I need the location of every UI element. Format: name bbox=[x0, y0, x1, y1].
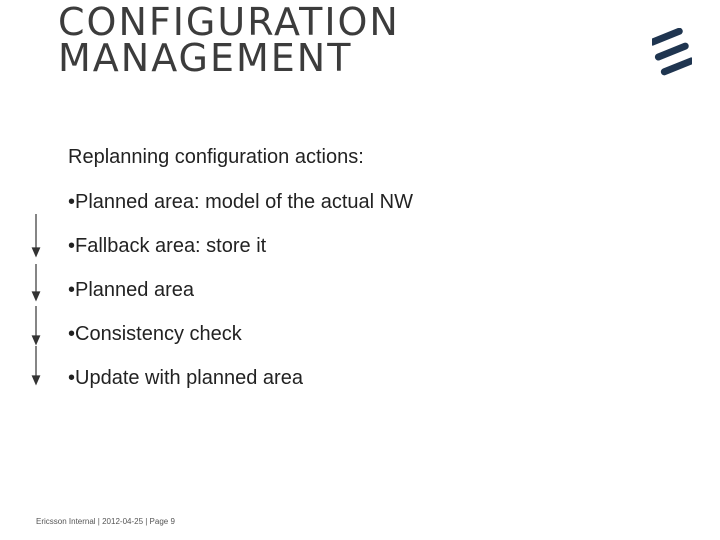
process-flow-arrows bbox=[26, 210, 46, 388]
slide-title-line-2: MANAGEMENT bbox=[58, 36, 353, 80]
down-arrow-icon bbox=[33, 264, 40, 300]
ericsson-logo-icon bbox=[652, 28, 692, 76]
slide-title-line-1: CONFIGURATION bbox=[58, 0, 400, 44]
bullet-item-consistency-check: •Consistency check bbox=[68, 323, 242, 345]
bullet-list bbox=[68, 189, 413, 409]
slide-title bbox=[58, 0, 400, 80]
down-arrow-icon bbox=[33, 346, 40, 384]
slide-footer: Ericsson Internal | 2012-04-25 | Page 9 bbox=[36, 517, 175, 526]
intro-text: Replanning configuration actions: bbox=[68, 146, 364, 168]
bullet-item-planned-model: •Planned area: model of the actual NW bbox=[68, 191, 413, 213]
bullet-item-fallback-area: •Fallback area: store it bbox=[68, 235, 267, 257]
bullet-item-update: •Update with planned area bbox=[68, 367, 303, 389]
down-arrow-icon bbox=[33, 306, 40, 344]
bullet-item-planned-area: •Planned area bbox=[68, 279, 194, 301]
down-arrow-icon bbox=[33, 214, 40, 256]
